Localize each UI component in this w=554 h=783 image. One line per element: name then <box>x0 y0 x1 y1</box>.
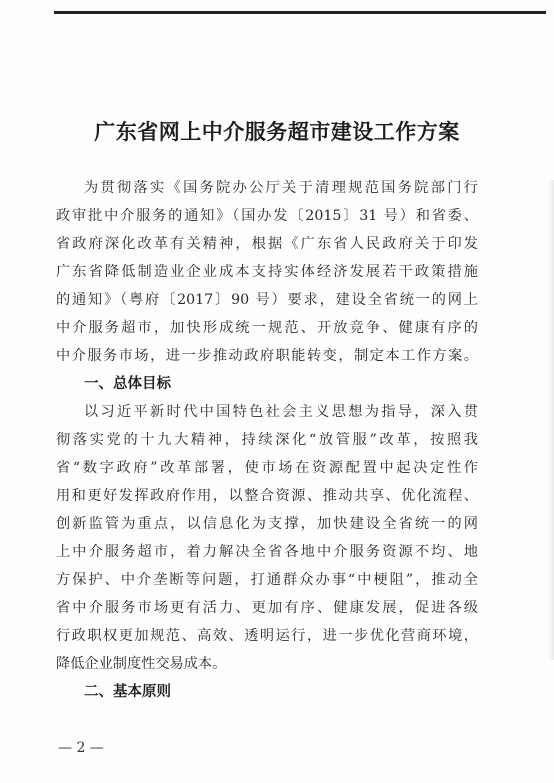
page-number: — 2 — <box>58 740 104 756</box>
section-1-line: 创新监管为重点，以信息化为支撑，加快建设全省统一的网 <box>56 516 478 532</box>
preamble-line: 政审批中介服务的通知》（国办发〔2015〕31 号）和省委、 <box>56 208 478 224</box>
section-1-line: 行政职权更加规范、高效、透明运行，进一步优化营商环境， <box>56 628 478 644</box>
section-1-line: 用和更好发挥政府作用，以整合资源、推动共享、优化流程、 <box>56 488 478 504</box>
section-1-line: 彻落实党的十九大精神，持续深化“放管服”改革，按照我 <box>56 432 478 448</box>
document-title: 广东省网上中介服务超市建设工作方案 <box>94 119 460 144</box>
section-1-line: 方保护、中介垄断等问题，打通群众办事“中梗阻”，推动全 <box>56 572 478 588</box>
preamble-line: 中介服务市场，进一步推动政府职能转变，制定本工作方案。 <box>56 348 478 364</box>
scan-edge-shadow <box>548 180 554 660</box>
section-1-line: 降低企业制度性交易成本。 <box>56 656 227 672</box>
preamble-line: 广东省降低制造业企业成本支持实体经济发展若干政策措施 <box>56 264 478 280</box>
preamble-line: 的通知》（粤府〔2017〕90 号）要求，建设全省统一的网上 <box>56 292 478 308</box>
section-1-line: 以习近平新时代中国特色社会主义思想为指导，深入贯 <box>84 404 478 420</box>
header-rule <box>54 11 546 14</box>
section-1-line: 上中介服务超市，着力解决全省各地中介服务资源不均、地 <box>56 544 478 560</box>
preamble-line: 为贯彻落实《国务院办公厅关于清理规范国务院部门行 <box>84 180 478 196</box>
preamble-line: 省政府深化改革有关精神，根据《广东省人民政府关于印发 <box>56 236 478 252</box>
preamble-line: 中介服务超市，加快形成统一规范、开放竞争、健康有序的 <box>56 320 478 336</box>
section-heading-basic-principles: 二、基本原则 <box>84 683 171 700</box>
section-1-line: 省中介服务市场更有活力、更加有序、健康发展，促进各级 <box>56 600 478 616</box>
section-heading-overall-goal: 一、总体目标 <box>84 375 171 392</box>
section-1-line: 省“数字政府”改革部署，使市场在资源配置中起决定性作 <box>56 460 478 476</box>
